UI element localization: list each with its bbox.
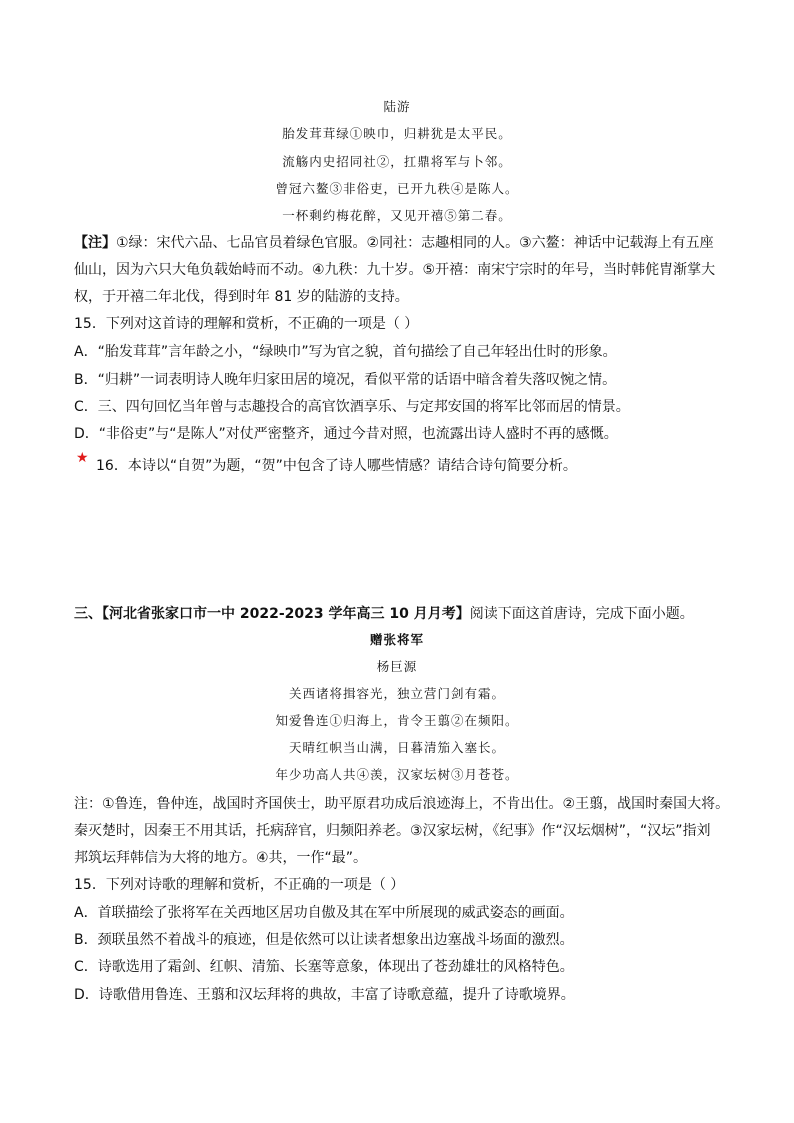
poem-line-1: 关西诸将揖容光，独立营门剑有霜。 — [288, 686, 505, 701]
question-15-option-d: D．诗歌借用鲁连、王翦和汉坛拜将的典故，丰富了诗歌意蕴，提升了诗歌境界。 — [74, 987, 575, 1003]
question-15-option-d: D．“非俗吏”与“是陈人”对仗严密整齐，通过今昔对照，也流露出诗人盛时不再的感慨。 — [74, 426, 618, 442]
question-15-option-c: C．三、四句回忆当年曾与志趣投合的高官饮酒享乐、与定邦安国的将军比邻而居的情景。 — [74, 399, 630, 415]
poem-author: 陆游 — [383, 99, 411, 114]
poem-line-2: 流觞内史招同社②，扛鼎将军与卜邻。 — [282, 154, 512, 169]
question-16: 16．本诗以“自贺”为题，“贺”中包含了诗人哪些情感？请结合诗句简要分析。 — [96, 458, 577, 474]
section-source: 【河北省张家口市一中 2022-2023 学年高三 10 月月考】 — [102, 606, 470, 622]
poem-line-4: 年少功高人共④羡，汉家坛树③月苍苍。 — [275, 767, 519, 782]
poem-line-1: 胎发茸茸绿①映巾，归耕犹是太平民。 — [282, 126, 512, 141]
note-line-1 — [74, 232, 714, 252]
question-15-option-a: A．首联描绘了张将军在关西地区居功自傲及其在军中所展现的威武姿态的画面。 — [74, 905, 574, 921]
section-header — [74, 603, 694, 623]
question-15-stem: 15．下列对这首诗的理解和赏析，不正确的一项是（ ） — [74, 316, 419, 332]
poem-line-3: 天晴红帜当山满，日暮清笳入塞长。 — [288, 740, 505, 755]
poem-line-3: 曾冠六鳌③非俗吏，已开九秩④是陈人。 — [275, 181, 519, 196]
note-line-2: 秦灭楚时，因秦王不用其话，托病辞官，归频阳养老。③汉家坛树，《纪事》作“汉坛烟树”，“汉坛”指刘 — [74, 823, 711, 839]
poem-line-2: 知爱鲁连①归海上，肯令王翦②在频阳。 — [275, 713, 519, 728]
note-line-1: 注：①鲁连，鲁仲连，战国时齐国侠士，助平原君功成后浪迹海上，不肯出仕。②王翦，战国时秦国大将。 — [74, 796, 730, 812]
note-line-3: 权，于开禧二年北伐，得到时年 81 岁的陆游的支持。 — [74, 289, 409, 305]
poem-title: 赠张将军 — [369, 632, 424, 647]
note-label: 【注】 — [74, 235, 116, 251]
poem-author: 杨巨源 — [376, 659, 418, 674]
poem-line-4: 一杯剩约梅花醉，又见开禧⑤第二春。 — [282, 208, 512, 223]
note-line-3: 邦筑坛拜韩信为大将的地方。④共，一作“最”。 — [74, 850, 368, 866]
note-line-2: 仙山，因为六只大龟负载始峙而不动。④九秩：九十岁。⑤开禧：南宋宁宗时的年号，当时韩侂胄渐掌大 — [74, 262, 716, 278]
question-15-option-c: C．诗歌选用了霜剑、红帜、清笳、长塞等意象，体现出了苍劲雄壮的风格特色。 — [74, 959, 574, 975]
note-text-1: ①绿：宋代六品、七品官员着绿色官服。②同社：志趣相同的人。③六鳌：神话中记载海上有五座 — [116, 235, 714, 251]
section-number: 三、 — [74, 606, 102, 622]
star-icon: ★ — [76, 450, 89, 466]
question-15-stem: 15．下列对诗歌的理解和赏析，不正确的一项是（ ） — [74, 877, 405, 893]
question-15-option-a: A．“胎发茸茸”言年龄之小，“绿映巾”写为官之貌，首句描绘了自己年轻出仕时的形象。 — [74, 344, 617, 360]
question-15-option-b: B．“归耕”一词表明诗人晚年归家田居的境况，看似平常的话语中暗含着失落叹惋之情。 — [74, 372, 617, 388]
section-instruction: 阅读下面这首唐诗，完成下面小题。 — [469, 606, 694, 622]
question-15-option-b: B．颈联虽然不着战斗的痕迹，但是依然可以让读者想象出边塞战斗场面的激烈。 — [74, 932, 574, 948]
